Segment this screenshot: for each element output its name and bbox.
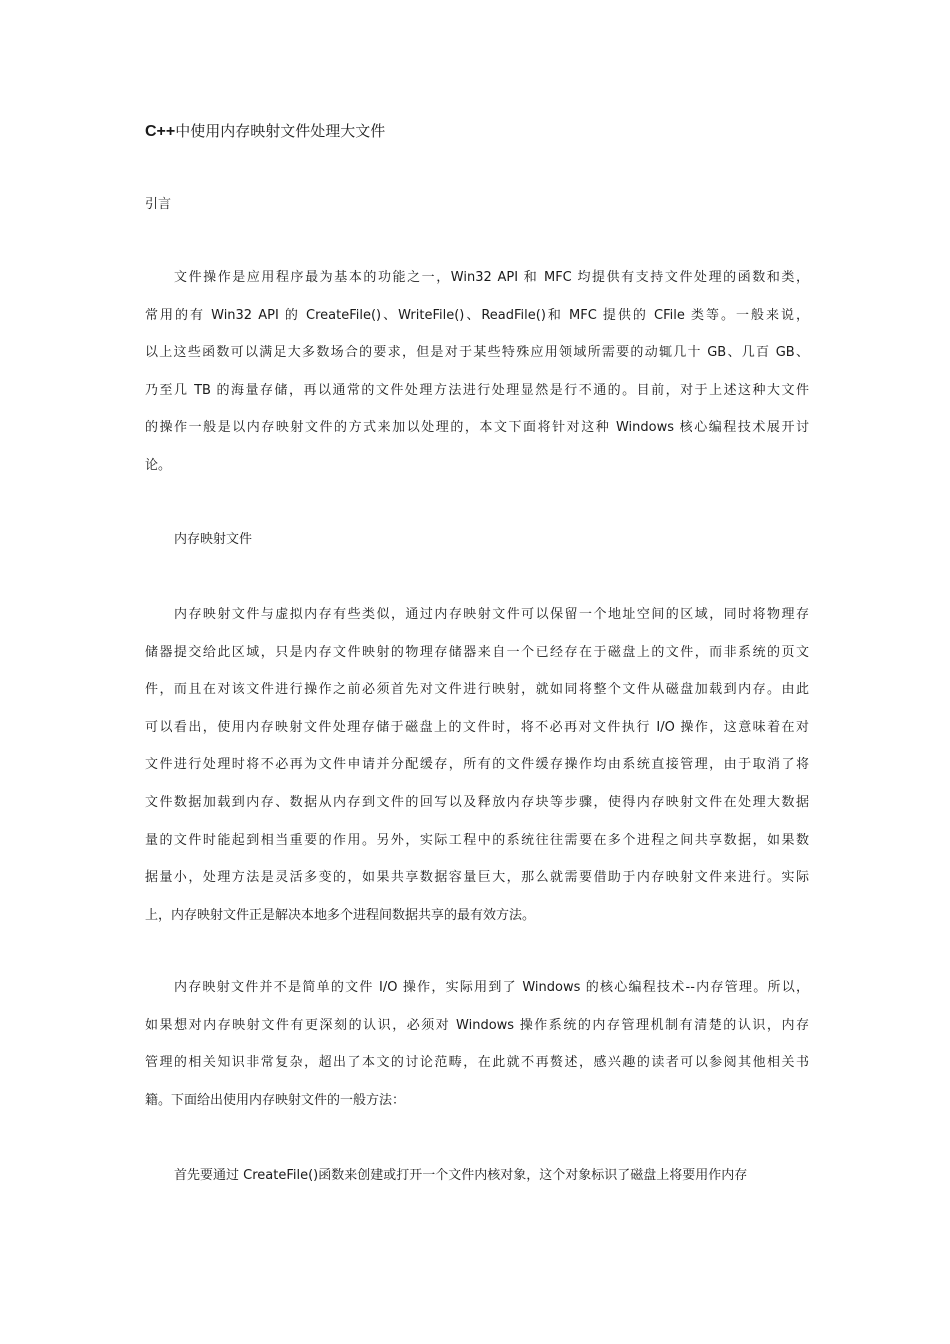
paragraph-line: 如果想对内存映射文件有更深刻的认识，必须对 Windows 操作系统的内存管理机制有清楚的认识，内存 [145,1017,809,1033]
paragraph-line: 文件数据加载到内存、数据从内存到文件的回写以及释放内存块等步骤，使得内存映射文件在处理大数据 [145,794,809,810]
paragraph-line: 的操作一般是以内存映射文件的方式来加以处理的，本文下面将针对这种 Windows 核心编程技术展开讨 [145,420,809,436]
paragraph-memory-management [145,969,809,1119]
paragraph-line: 据量小，处理方法是灵活多变的，如果共享数据容量巨大，那么就需要借助于内存映射文件来进行。实际 [145,870,809,886]
intro-heading: 引言 [145,197,172,212]
paragraph-line: 文件操作是应用程序最为基本的功能之一，Win32 API 和 MFC 均提供有支持文件处理的函数和类， [174,270,809,285]
title-text: 中使用内存映射文件处理大文件 [175,122,386,140]
paragraph-line: 内存映射文件与虚拟内存有些类似，通过内存映射文件可以保留一个地址空间的区域，同时将物理存 [174,607,809,622]
paragraph-createfile [145,1157,809,1195]
paragraph-line: 上，内存映射文件正是解决本地多个进程间数据共享的最有效方法。 [145,907,536,923]
paragraph-line: 论。 [145,457,172,473]
paragraph-intro [145,259,809,485]
paragraph-line: 可以看出，使用内存映射文件处理存储于磁盘上的文件时，将不必再对文件执行 I/O 操作，这意味着在对 [145,719,809,735]
paragraph-line: 首先要通过 CreateFile()函数来创建或打开一个文件内核对象，这个对象标识了磁盘上将要用作内存 [174,1168,748,1183]
section-heading: 内存映射文件 [174,532,253,547]
title-prefix: C++ [145,123,176,140]
paragraph-line: 件，而且在对该文件进行操作之前必须首先对文件进行映射，就如同将整个文件从磁盘加载到内存。由此 [145,682,809,698]
paragraph-line: 以上这些函数可以满足大多数场合的要求，但是对于某些特殊应用领域所需要的动辄几十 GB、几百 GB、 [145,345,809,361]
paragraph-memory-mapped [145,596,809,934]
paragraph-line: 量的文件时能起到相当重要的作用。另外，实际工程中的系统往往需要在多个进程之间共享数据，如果数 [145,832,809,848]
paragraph-line: 乃至几 TB 的海量存储，再以通常的文件处理方法进行处理显然是行不通的。目前，对于上述这种大文件 [145,382,809,398]
document-title [145,121,385,142]
paragraph-line: 管理的相关知识非常复杂，超出了本文的讨论范畴，在此就不再赘述，感兴趣的读者可以参阅其他相关书 [145,1055,809,1071]
paragraph-line: 文件进行处理时将不必再为文件申请并分配缓存，所有的文件缓存操作均由系统直接管理，由于取消了将 [145,757,809,773]
paragraph-line: 常用的有 Win32 API 的 CreateFile()、WriteFile()、ReadFile()和 MFC 提供的 CFile 类等。一般来说， [145,307,809,323]
paragraph-line: 储器提交给此区域，只是内存文件映射的物理存储器来自一个已经存在于磁盘上的文件，而非系统的页文 [145,644,809,660]
paragraph-line: 内存映射文件并不是简单的文件 I/O 操作，实际用到了 Windows 的核心编程技术--内存管理。所以， [174,980,809,995]
paragraph-line: 籍。下面给出使用内存映射文件的一般方法： [145,1092,406,1108]
